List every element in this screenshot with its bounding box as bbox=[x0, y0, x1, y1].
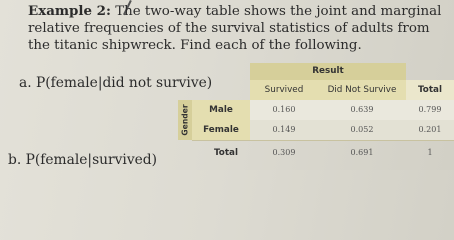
table-cell: 0.149 bbox=[272, 125, 296, 134]
table-cell: 0.639 bbox=[350, 105, 374, 114]
two-way-table bbox=[178, 63, 454, 170]
question-b: b. P(female|survived) bbox=[8, 152, 158, 168]
example-title: Example 2: bbox=[28, 3, 111, 19]
row-header-female: Female bbox=[192, 120, 250, 140]
example-prompt bbox=[28, 3, 448, 54]
table-cell: 0.160 bbox=[272, 105, 296, 114]
row-header-male: Male bbox=[192, 100, 250, 120]
row-group-header bbox=[178, 100, 192, 140]
table-cell: 0.201 bbox=[418, 125, 442, 134]
col-group-header: Result bbox=[250, 63, 406, 80]
table-cell: 0.052 bbox=[350, 125, 374, 134]
example-text: The two-way table shows the joint and marginal relative frequencies of the survival statistics of adults from the titanic shipwreck. Find each of the following. bbox=[28, 4, 442, 53]
column-header-did-not-survive: Did Not Survive bbox=[327, 85, 397, 95]
table-cell: 0.799 bbox=[418, 105, 442, 114]
table-cell: 0.309 bbox=[272, 148, 296, 157]
table-cell: 0.691 bbox=[350, 148, 374, 157]
question-a: a. P(female|did not survive) bbox=[19, 75, 213, 91]
column-header-survived: Survived bbox=[264, 85, 304, 95]
table-cell: 1 bbox=[427, 148, 433, 157]
table-divider bbox=[192, 140, 454, 141]
row-group-label: Gender bbox=[180, 104, 190, 136]
column-header-total-cell bbox=[406, 80, 454, 100]
row-header-total: Total bbox=[213, 148, 239, 158]
column-header-total: Total bbox=[417, 85, 443, 95]
